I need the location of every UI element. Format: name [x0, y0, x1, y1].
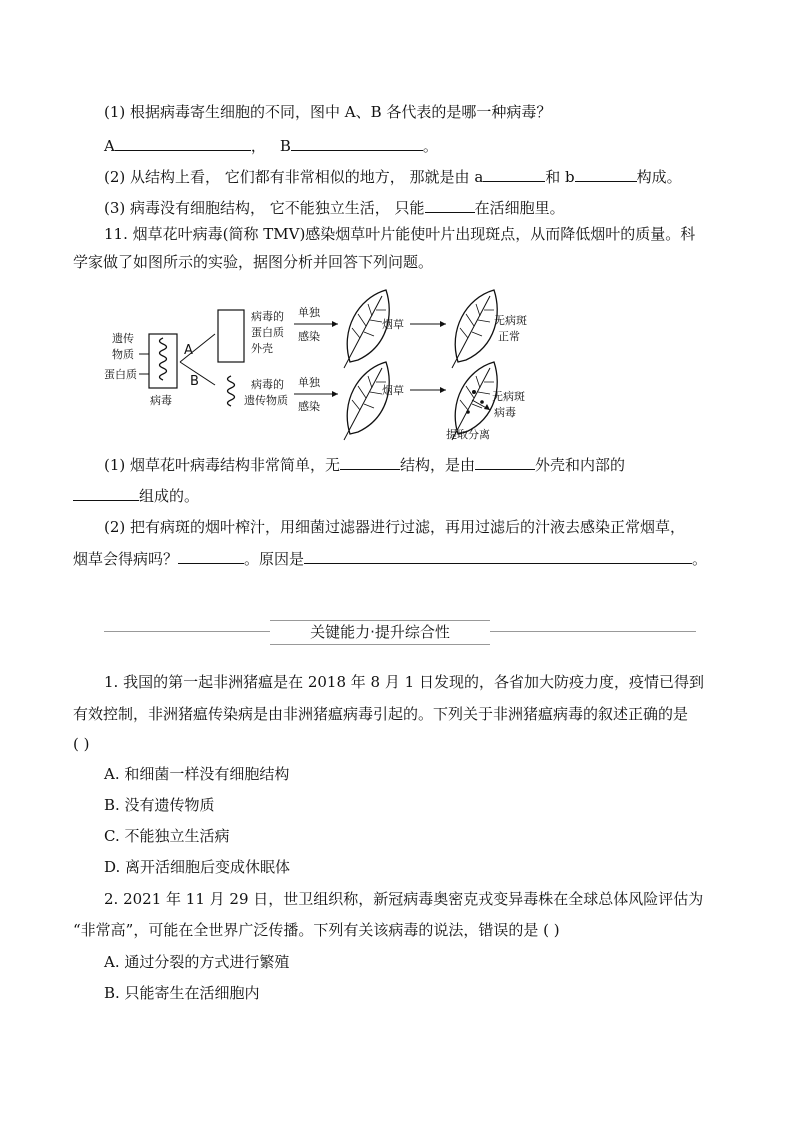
result-top-1: 无病斑: [494, 314, 527, 327]
answer-blank-coat[interactable]: [475, 454, 535, 470]
option-b-label: B: [279, 137, 291, 155]
q2-option-b[interactable]: B. 只能寄生在活细胞内: [104, 984, 260, 1002]
question-1-prompt: (1) 根据病毒寄生细胞的不同，图中 A、B 各代表的是哪一种病毒？: [104, 103, 552, 121]
question-2-text: (2) 从结构上看， 它们都有非常相似的地方， 那就是由 a: [104, 168, 484, 186]
section-header: [0, 620, 794, 644]
answer-blank-reason[interactable]: [304, 548, 692, 564]
q1-option-c[interactable]: C. 不能独立生活病: [104, 827, 230, 845]
q11-sub1-mid: 结构，是由: [400, 456, 476, 474]
q11-sub1-line2-text: 组成的。: [139, 487, 200, 505]
label-protein: 蛋白质: [104, 368, 137, 381]
q11-sub2-line1: (2) 把有病斑的烟叶榨汁，用细菌过滤器进行过滤，再用过滤后的汁液去感染正常烟草，: [104, 518, 686, 536]
q11-sub2-end: 。: [692, 550, 708, 568]
question-1-answer-line: [104, 135, 438, 156]
answer-blank-b[interactable]: [291, 135, 423, 151]
question-2-and: 和 b: [545, 168, 575, 186]
q2-stem-1: 2. 2021 年 11 月 29 日，世卫组织称，新冠病毒奥密克戎变异毒株在全球总体风险评估为: [104, 890, 704, 908]
q11-sub2-text: 烟草会得病吗？: [73, 550, 179, 568]
question-3-line: [104, 197, 565, 218]
gen-label-2: 遗传物质: [244, 394, 288, 407]
single-infect-1-bottom: 单独: [298, 376, 320, 389]
label-a: A: [184, 343, 193, 358]
answer-blank-sick[interactable]: [178, 548, 244, 564]
answer-blank-a[interactable]: [115, 135, 251, 151]
q1-answer-bracket[interactable]: ( ): [73, 735, 90, 753]
question-2-end: 构成。: [636, 168, 682, 186]
tobacco-label-top: 烟草: [382, 318, 404, 331]
result-bottom-1: 无病斑: [492, 390, 525, 403]
q1-stem-2: 有效控制，非洲猪瘟传染病是由非洲猪瘟病毒引起的。下列关于非洲猪瘟病毒的叙述正确的是: [73, 705, 689, 723]
question-11-stem-2: 学家做了如图所示的实验，据图分析并回答下列问题。: [73, 253, 434, 271]
coat-label-3: 外壳: [251, 342, 273, 355]
separator: ，: [250, 137, 266, 155]
leaf-2: [452, 290, 497, 368]
question-2-line: [104, 166, 682, 187]
q1-option-b[interactable]: B. 没有遗传物质: [104, 796, 215, 814]
q1-option-a[interactable]: A. 和细菌一样没有细胞结构: [104, 765, 290, 783]
question-3-text: (3) 病毒没有细胞结构， 它不能独立生活， 只能: [104, 199, 425, 217]
coat-label-1: 病毒的: [251, 310, 284, 323]
tmv-experiment-diagram: [0, 282, 794, 452]
result-bottom-2: 病毒: [494, 406, 516, 419]
single-infect-2-top: 感染: [298, 330, 320, 343]
period: 。: [422, 137, 438, 155]
single-infect-2-bottom: 感染: [298, 400, 320, 413]
tobacco-label-bottom: 烟草: [382, 384, 404, 397]
q11-sub1-end: 外壳和内部的: [535, 456, 626, 474]
question-3-end: 在活细胞里。: [474, 199, 565, 217]
answer-blank-b-structure[interactable]: [575, 166, 637, 182]
single-infect-1-top: 单独: [298, 306, 320, 319]
gen-label-1: 病毒的: [251, 378, 284, 391]
coat-label-2: 蛋白质: [251, 326, 284, 339]
answer-blank-live[interactable]: [425, 197, 475, 213]
q11-sub2-line2: [73, 548, 707, 569]
option-a-label: A: [104, 137, 115, 155]
q11-sub1-line2: [73, 485, 199, 506]
q2-option-a[interactable]: A. 通过分裂的方式进行繁殖: [104, 953, 290, 971]
leaf-3: [344, 362, 389, 440]
q2-stem-2: “非常高”，可能在全世界广泛传播。下列有关该病毒的说法，错误的是 ( ): [73, 921, 560, 939]
answer-blank-cell-structure[interactable]: [340, 454, 400, 470]
label-genetic-1: 遗传: [112, 332, 134, 345]
q1-option-d[interactable]: D. 离开活细胞后变成休眠体: [104, 858, 291, 876]
q1-stem-1: 1. 我国的第一起非洲猪瘟是在 2018 年 8 月 1 日发现的，各省加大防疫力度，疫情已得到: [104, 673, 704, 691]
q11-sub1-line1: [104, 454, 625, 475]
answer-blank-inner[interactable]: [73, 485, 139, 501]
answer-blank-a-structure[interactable]: [483, 166, 545, 182]
result-top-2: 正常: [498, 330, 520, 343]
protein-coat-box: [218, 310, 244, 362]
section-title: 关键能力·提升综合性: [310, 623, 450, 641]
genetic-material-coil: [228, 376, 235, 406]
label-virus: 病毒: [150, 394, 172, 407]
label-genetic-2: 物质: [112, 348, 134, 361]
section-rule-left: [104, 631, 270, 632]
q11-sub2-mid: 。原因是: [244, 550, 305, 568]
label-b: B: [190, 374, 199, 389]
section-rule-right: [490, 631, 696, 632]
question-11-stem-1: 11. 烟草花叶病毒(简称 TMV)感染烟草叶片能使叶片出现斑点，从而降低烟叶的质量。科: [104, 225, 696, 243]
q11-sub1-text: (1) 烟草花叶病毒结构非常简单，无: [104, 456, 341, 474]
extract-label: 提取分离: [446, 428, 490, 441]
